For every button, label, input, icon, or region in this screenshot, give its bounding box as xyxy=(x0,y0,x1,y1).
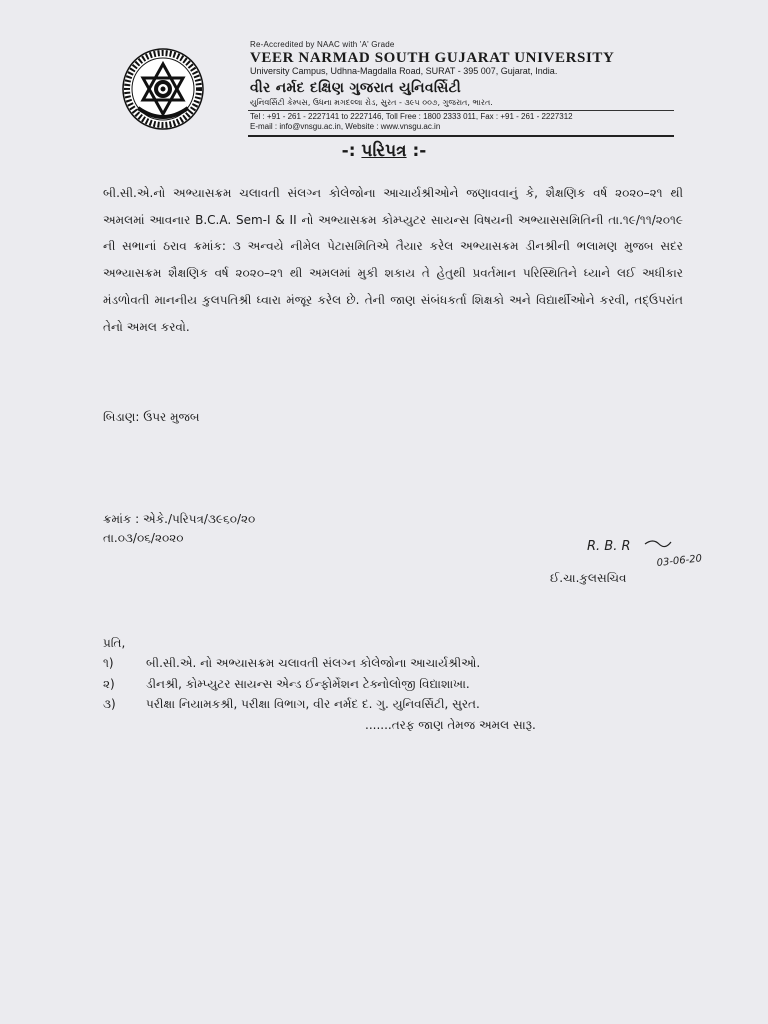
recipient-number: ૨) xyxy=(103,676,115,691)
circular-body: બી.સી.એ.નો અભ્યાસક્રમ ચલાવતી સંલગ્ન કોલેજોના આચાર્યશ્રીઓને જણાવવાનું કે, શૈક્ષણિક વર્ષ ૨૦૨૦–૨૧ થી અમલમાં આવનાર B.C.A. Sem-I & II નો અભ્યાસક્રમ કોમ્પ્યુટર સાયન્સ વિષયની અભ્યાસસમિતિની તા.૧૯/૧૧/૨૦૧૯ ની સભાનાં ઠરાવ ક્રમાંક: ૩ અન્વયે નીમેલ પેટાસમિતિએ તૈયાર કરેલ અભ્યાસક્રમ ડીનશ્રીની ભલામણ મુજબ સદર અભ્યાસક્રમ શૈક્ષણિક વર્ષ ૨૦૨૦–૨૧ થી અમલમાં મુકી શકાય તે હેતુથી પ્રવર્તમાન પરિસ્થિતિને ધ્યાને લઈ અધીકાર મંડળોવતી માનનીય કુલપતિશ્રી ધ્વારા મંજૂર કરેલ છે. તેની જાણ સંબંધકર્તા શિક્ષકો અને વિદ્યાર્થીઓને કરવી, તદ્ઉપરાંત તેનો અમલ કરવો. xyxy=(103,186,683,334)
contact-email-line: E-mail : info@vnsgu.ac.in, Website : www.vnsgu.ac.in xyxy=(250,122,441,131)
closing-note: .......તરફ જાણ તેમજ અમલ સારૂ. xyxy=(365,718,536,732)
issue-date: તા.૦૩/૦૬/૨૦૨૦ xyxy=(103,531,184,545)
letterhead xyxy=(250,40,680,108)
signatory-title: ઈ.ચા.કુલસચિવ xyxy=(550,571,627,585)
recipient-text: બી.સી.એ. નો અભ્યાસક્રમ ચલાવતી સંલગ્ન કોલેજોના આચાર્યશ્રીઓ. xyxy=(146,656,481,670)
document-title xyxy=(0,141,768,161)
recipients-label: પ્રતિ, xyxy=(103,636,126,650)
reference-block xyxy=(103,510,255,548)
recipient-text: પરીક્ષા નિયામકશ્રી, પરીક્ષા વિભાગ, વીર નર્મદ દ. ગુ. યુનિવર્સિટી, સુરત. xyxy=(146,697,480,711)
signature-mark: R. B. R xyxy=(587,539,631,554)
accreditation-text: Re-Accredited by NAAC with 'A' Grade xyxy=(250,40,395,49)
address-english: University Campus, Udhna-Magdalla Road, SURAT - 395 007, Gujarat, India. xyxy=(250,66,558,76)
header-divider xyxy=(248,110,674,111)
university-name-english: VEER NARMAD SOUTH GUJARAT UNIVERSITY xyxy=(250,50,615,66)
contact-info xyxy=(250,112,680,132)
signature xyxy=(585,530,735,574)
title-prefix: -: xyxy=(341,141,356,161)
university-name-gujarati: વીર નર્મદ દક્ષિણ ગુજરાત યુનિવર્સિટી xyxy=(250,80,462,96)
enclosure-line: બિડાણ: ઉપર મુજબ xyxy=(103,410,200,424)
header-divider-bottom xyxy=(248,135,674,137)
title-suffix: :- xyxy=(412,141,427,161)
recipient-number: ૩) xyxy=(103,697,116,711)
contact-phone-line: Tel : +91 - 261 - 2227141 to 2227146, Toll Free : 1800 2333 011, Fax : +91 - 261 - 2227312 xyxy=(250,112,573,121)
recipient-number: ૧) xyxy=(103,656,114,670)
signature-date: 03-06-20 xyxy=(656,553,703,569)
title-text: પરિપત્ર xyxy=(361,141,407,161)
university-logo xyxy=(122,48,204,130)
address-gujarati: યુનિવર્સિટી કેમ્પસ, ઉધના મગદલ્લા રોડ, સુરત - ૩૯૫ ૦૦૭, ગુજરાત, ભારત. xyxy=(250,98,493,107)
recipient-text: ડીનશ્રી, કોમ્પ્યુટર સાયન્સ એન્ડ ઈન્ફોર્મેશન ટેક્નોલોજી વિદ્યાશાખા. xyxy=(146,676,470,691)
reference-number: ક્રમાંક : એકે./પરિપત્ર/૩૯૬૦/૨૦ xyxy=(103,512,256,526)
